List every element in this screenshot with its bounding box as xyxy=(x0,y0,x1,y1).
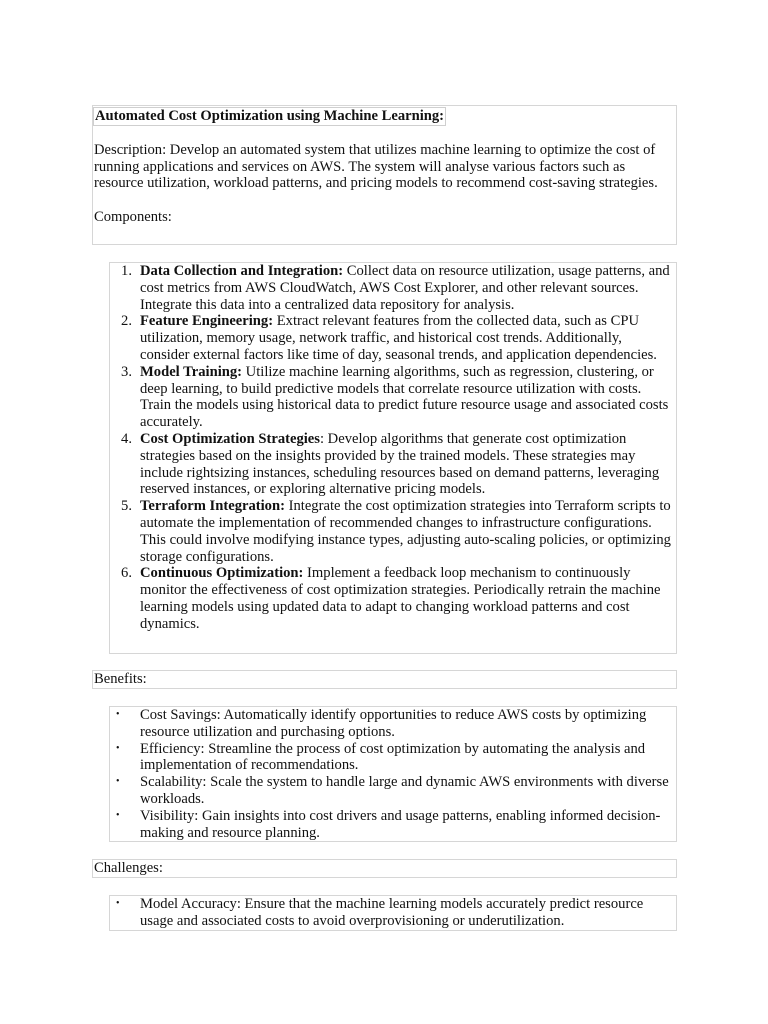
item-text: Cost Savings: Automatically identify opportunities to reduce AWS costs by optimizing resource utilization and purchasing options. xyxy=(140,707,647,740)
description-paragraph: Description: Develop an automated system that utilizes machine learning to optimize the cost of running applications and services on AWS. The system will analyse various factors such as resource utilization, workload patterns, and pricing models to recommend cost-saving strategies. xyxy=(94,141,658,192)
list-number: 2. xyxy=(121,313,132,330)
item-text: Model Accuracy: Ensure that the machine learning models accurately predict resource usage and associated costs to avoid overprovisioning or underutilization. xyxy=(140,896,644,929)
item-title: Continuous Optimization: xyxy=(140,565,304,582)
challenges-heading-section xyxy=(92,859,677,878)
list-item xyxy=(110,364,672,431)
list-number: 4. xyxy=(121,430,132,447)
list-item xyxy=(110,741,672,775)
list-item xyxy=(110,565,672,632)
bullet-icon: • xyxy=(116,742,120,754)
item-text: Implement a feedback loop mechanism to continuously monitor the effectiveness of cost optimization strategies. Periodically retrain the machine learning models using updated data to adapt to changing workload patterns and cost dynamics. xyxy=(140,565,661,632)
list-item xyxy=(110,774,672,808)
components-label: Components: xyxy=(94,209,172,226)
item-text: : Develop algorithms that generate cost optimization strategies based on the insights provided by the trained models. These strategies may include rightsizing instances, scheduling resources based on demand patterns, leveraging reserved instances, or exploring alternative pricing models. xyxy=(140,430,660,498)
benefits-label: Benefits: xyxy=(94,671,147,687)
challenges-label: Challenges: xyxy=(94,860,163,876)
item-title: Data Collection and Integration: xyxy=(140,263,344,279)
list-item xyxy=(110,313,672,363)
intro-section xyxy=(92,105,677,245)
bullet-icon: • xyxy=(116,898,120,909)
list-number: 6. xyxy=(121,565,132,582)
list-item xyxy=(110,707,672,741)
item-text: Visibility: Gain insights into cost drivers and usage patterns, enabling informed decision-making and resource planning. xyxy=(140,807,661,841)
item-title: Feature Engineering: xyxy=(140,313,274,330)
item-text: Integrate the cost optimization strategies into Terraform scripts to automate the implementation of recommended changes to infrastructure configurations. This could involve modifying instance types, adjusting auto-scaling policies, or optimizing storage configurations. xyxy=(140,498,671,565)
bullet-icon: • xyxy=(116,709,120,720)
components-list-section xyxy=(109,262,677,654)
list-item xyxy=(110,431,672,498)
item-title: Terraform Integration: xyxy=(140,498,285,515)
components-list xyxy=(110,263,672,633)
item-title: Cost Optimization Strategies xyxy=(140,430,320,447)
list-number: 5. xyxy=(121,498,132,515)
item-text: Collect data on resource utilization, usage patterns, and cost metrics from AWS CloudWatch, AWS Cost Explorer, and other relevant sources. Integrate this data into a centralized data repository for analysis. xyxy=(140,263,670,313)
list-item xyxy=(110,896,672,930)
document-title: Automated Cost Optimization using Machine Learning: xyxy=(95,108,445,124)
list-item xyxy=(110,498,672,565)
benefits-list-section xyxy=(109,706,677,842)
item-text: Extract relevant features from the collected data, such as CPU utilization, memory usage, network traffic, and historical cost trends. Additionally, consider external factors like time of day, seasonal trends, and application dependencies. xyxy=(140,313,657,363)
bullet-icon: • xyxy=(116,809,120,821)
list-item xyxy=(110,263,672,313)
item-text: Efficiency: Streamline the process of cost optimization by automating the analysis and implementation of recommendations. xyxy=(140,740,646,774)
challenges-list-section xyxy=(109,895,677,931)
item-title: Model Training: xyxy=(140,363,243,380)
benefits-list xyxy=(110,707,672,841)
challenges-list xyxy=(110,896,672,930)
list-number: 1. xyxy=(121,263,132,279)
benefits-heading-section xyxy=(92,670,677,689)
list-item xyxy=(110,808,672,842)
item-text: Scalability: Scale the system to handle large and dynamic AWS environments with diverse workloads. xyxy=(140,774,669,807)
bullet-icon: • xyxy=(116,776,120,788)
list-number: 3. xyxy=(121,363,132,380)
item-text: Utilize machine learning algorithms, such as regression, clustering, or deep learning, to build predictive models that correlate resource utilization with costs. Train the models using historical data to predict future resource usage and associated costs accurately. xyxy=(140,363,669,431)
